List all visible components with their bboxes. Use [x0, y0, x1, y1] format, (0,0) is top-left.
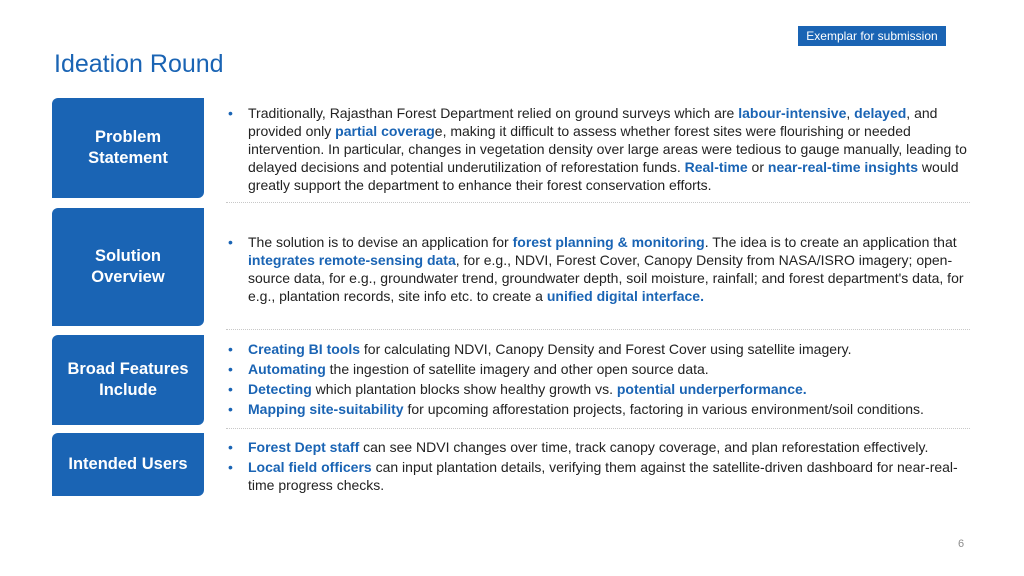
problem-statement-content: [226, 104, 978, 196]
highlight-text: partial coverag: [335, 123, 435, 139]
body-text: , and provided only: [248, 105, 938, 139]
section-divider: [226, 202, 970, 203]
highlight-text: Mapping site-suitability: [248, 401, 404, 417]
body-text: the ingestion of satellite imagery and other open source data.: [325, 361, 709, 377]
highlight-text: Automating: [248, 361, 326, 377]
body-text: ,: [846, 105, 855, 121]
body-text: e, making it difficult to assess whether forest sites were flourishing or needed intervention. In particular, changes in vegetation density over large areas were tedious to gauge manually, leading to delayed decisions and potential underutilization of reforestation funds.: [248, 123, 967, 175]
bullet-item: [226, 458, 978, 494]
bullet-icon: •: [228, 381, 233, 397]
bullet-item: [226, 400, 978, 418]
body-text: would greatly support the department to enhance their forest conservation efforts.: [248, 159, 959, 193]
broad-features-label: Broad Features Include: [67, 360, 189, 399]
body-text: can see NDVI changes over time, track canopy coverage, and plan reforestation effectively.: [359, 439, 929, 455]
highlight-text: unified digital interface.: [546, 288, 704, 304]
bullet-icon: •: [228, 459, 233, 475]
page-title: Ideation Round: [54, 50, 224, 78]
body-text: , for e.g., NDVI, Forest Cover, Canopy Density from NASA/ISRO imagery; open-source data, for e.g., groundwater trend, groundwater depth, soil moisture, rainfall; and forest department's data, for e.g., plantation records, site info etc. to create a: [248, 252, 964, 304]
bullet-item: [226, 340, 978, 358]
highlight-text: Detecting: [248, 381, 312, 397]
page-number: 6: [958, 538, 965, 550]
highlight-text: integrates remote-sensing data: [248, 252, 456, 268]
solution-overview-content: [226, 233, 978, 307]
body-text: which plantation blocks show healthy growth vs.: [311, 381, 617, 397]
highlight-text: near-real-time insights: [767, 159, 919, 175]
bullet-item: [226, 380, 978, 398]
body-text: or: [747, 159, 768, 175]
bullet-icon: •: [228, 105, 233, 121]
highlight-text: potential underperformance.: [616, 381, 807, 397]
bullet-icon: •: [228, 234, 233, 250]
highlight-text: Forest Dept staff: [248, 439, 360, 455]
bullet-item: [226, 233, 978, 305]
body-text: can input plantation details, verifying them against the satellite-driven dashboard for near-real-time progress checks.: [248, 459, 958, 493]
body-text: Traditionally, Rajasthan Forest Department relied on ground surveys which are: [248, 105, 739, 121]
bullet-item: [226, 104, 978, 194]
highlight-text: delayed: [854, 105, 907, 121]
intended-users-content: [226, 438, 978, 496]
highlight-text: forest planning & monitoring: [512, 234, 705, 250]
problem-statement-label: Problem Statement: [88, 128, 168, 167]
highlight-text: labour-intensive: [738, 105, 847, 121]
highlight-text: Creating BI tools: [248, 341, 361, 357]
broad-features-label-box: [52, 335, 204, 425]
bullet-icon: •: [228, 401, 233, 417]
bullet-icon: •: [228, 439, 233, 455]
bullet-item: [226, 360, 978, 378]
solution-overview-label-box: [52, 208, 204, 326]
exemplar-badge: Exemplar for submission: [798, 26, 946, 46]
body-text: . The idea is to create an application that: [704, 234, 957, 250]
broad-features-content: [226, 340, 978, 420]
intended-users-label-box: [52, 433, 204, 496]
bullet-icon: •: [228, 341, 233, 357]
body-text: The solution is to devise an application for: [248, 234, 513, 250]
highlight-text: Real-time: [684, 159, 748, 175]
section-divider: [226, 329, 970, 330]
body-text: for upcoming afforestation projects, factoring in various environment/soil conditions.: [403, 401, 924, 417]
highlight-text: Local field officers: [248, 459, 372, 475]
bullet-item: [226, 438, 978, 456]
solution-overview-label: Solution Overview: [91, 247, 165, 286]
intended-users-label: Intended Users: [68, 455, 188, 473]
bullet-icon: •: [228, 361, 233, 377]
section-divider: [226, 428, 970, 429]
problem-statement-label-box: [52, 98, 204, 198]
body-text: for calculating NDVI, Canopy Density and Forest Cover using satellite imagery.: [360, 341, 852, 357]
